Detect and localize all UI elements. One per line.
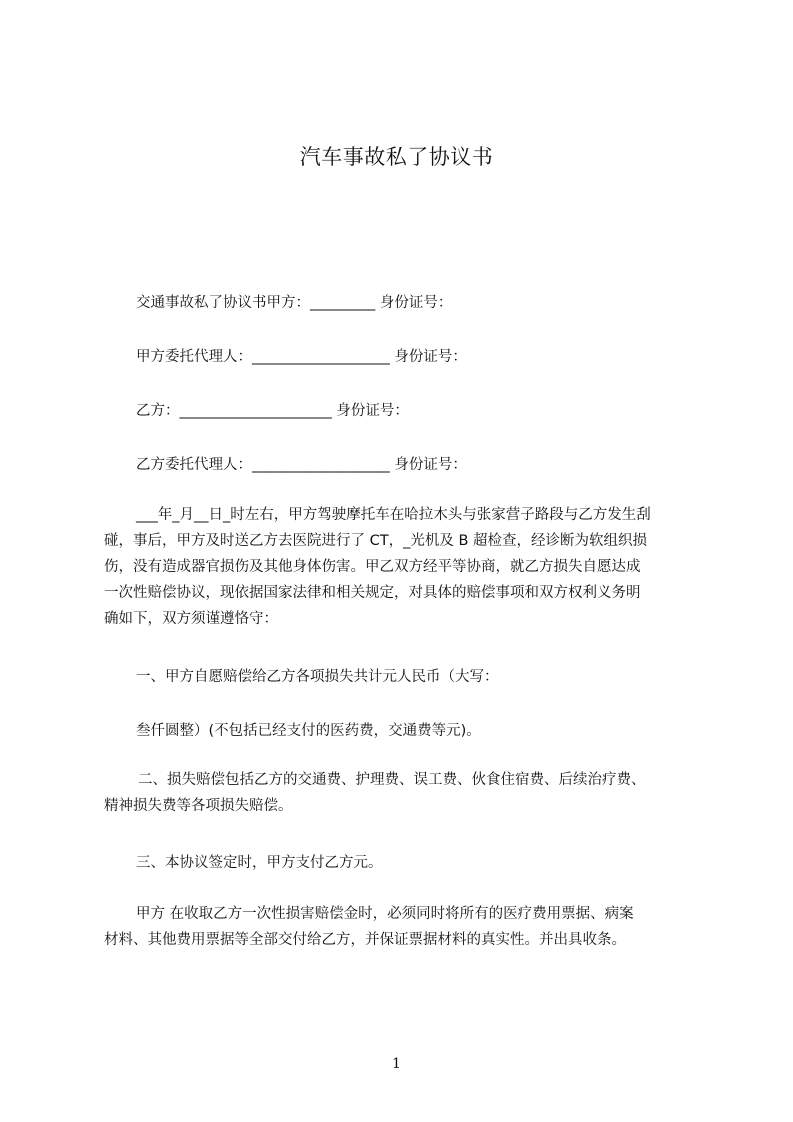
clause-1-continued: 叁仟圆整）(不包括已经支付的医药费，交通费等元)。: [136, 723, 481, 739]
incident-line: 伤，没有造成器官损伤及其他身体伤害。甲乙双方经平等协商，就乙方损失自愿达成: [104, 559, 641, 575]
clause-1: 一、甲方自愿赔偿给乙方各项损失共计元人民币（大写：: [136, 669, 499, 685]
document-title: 汽车事故私了协议书: [299, 145, 494, 169]
clause-2-line: 精神损失费等各项损失赔偿。: [104, 798, 293, 814]
clause-3: 三、本协议签定时，甲方支付乙方元。: [136, 855, 383, 871]
incident-line: 确如下，双方须谨遵恪守：: [104, 611, 278, 627]
page-number: 1: [392, 1056, 401, 1072]
incident-line: 一次性赔偿协议，现依据国家法律和相关规定，对具体的赔偿事项和双方权利义务明: [104, 585, 641, 601]
incident-paragraph: [104, 502, 702, 632]
party-b-agent-field: 乙方委托代理人：___________________ 身份证号：: [136, 457, 467, 473]
party-b-field: 乙方：_____________________ 身份证号：: [136, 403, 409, 419]
incident-line: ___年_月__日_时左右，甲方驾驶摩托车在哈拉木头与张家营子路段与乙方发生刮: [136, 507, 651, 523]
clause-2: [104, 767, 702, 819]
clause-4-line: 甲方 在收取乙方一次性损害赔偿金时，必须同时将所有的医疗费用票据、病案: [136, 906, 634, 922]
clause-4: [104, 901, 702, 953]
clause-4-line: 材料、其他费用票据等全部交付给乙方，并保证票据材料的真实性。并出具收条。: [104, 932, 626, 948]
party-a-agent-field: 甲方委托代理人：___________________ 身份证号：: [136, 349, 467, 365]
party-a-field: 交通事故私了协议书甲方：_________ 身份证号：: [136, 295, 453, 311]
clause-2-line: 二、损失赔偿包括乙方的交通费、护理费、误工费、伙食住宿费、后续治疗费、: [138, 772, 646, 788]
incident-line: 碰，事后，甲方及时送乙方去医院进行了 CT，_光机及 B 超检查，经诊断为软组织损: [104, 533, 648, 549]
